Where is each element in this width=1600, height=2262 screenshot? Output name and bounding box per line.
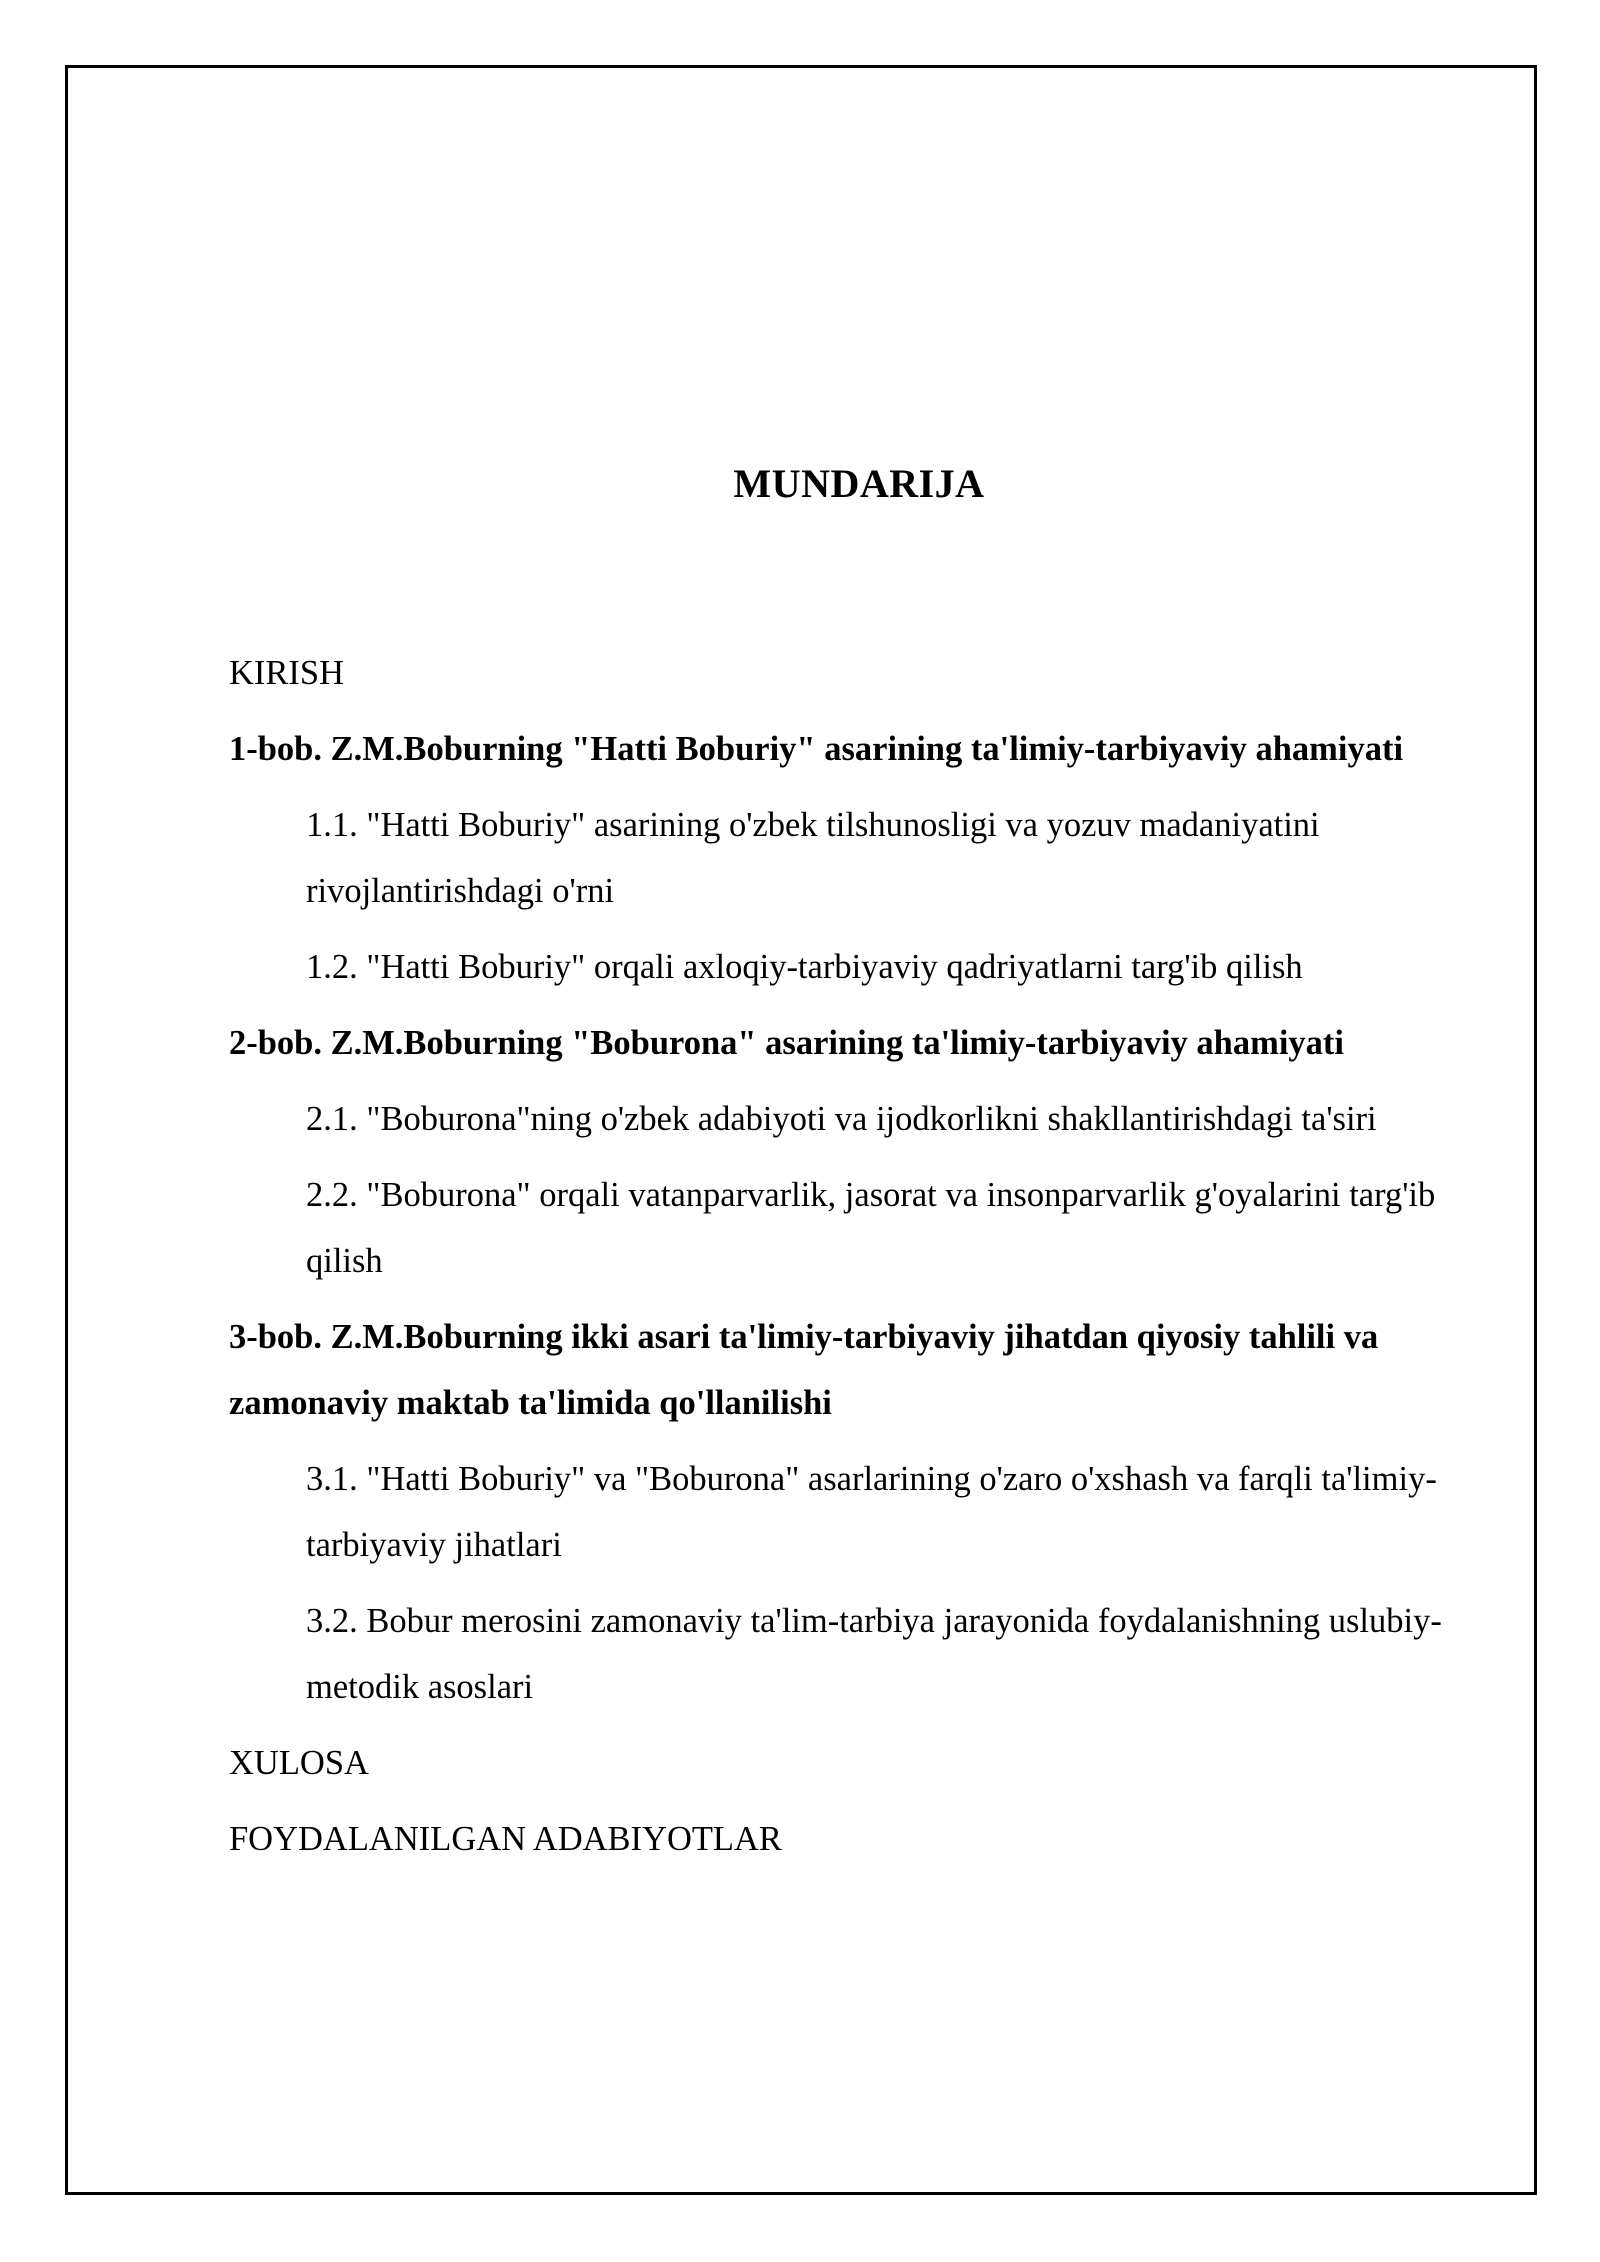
toc-chapter-3: 3-bob. Z.M.Boburning ikki asari ta'limiy-tarbiyaviy jihatdan qiyosiy tahlili va zamonaviy maktab ta'limida qo'llanilishi [229, 1318, 1379, 1422]
page-title: MUNDARIJA [733, 461, 985, 506]
toc-section-1-2: 1.2. "Hatti Boburiy" orqali axloqiy-tarbiyaviy qadriyatlarni targ'ib qilish [306, 948, 1303, 986]
toc-section-2-2: 2.2. "Boburona" orqali vatanparvarlik, jasorat va insonparvarlik g'oyalarini targ'ib qilish [306, 1176, 1436, 1280]
toc-item-introduction: KIRISH [229, 654, 345, 692]
toc-section-3-1: 3.1. "Hatti Boburiy" va "Boburona" asarlarining o'zaro o'xshash va farqli ta'limiy-tarbiyaviy jihatlari [306, 1460, 1437, 1564]
toc-section-1-1: 1.1. "Hatti Boburiy" asarining o'zbek tilshunosligi va yozuv madaniyatini rivojlantirishdagi o'rni [306, 806, 1320, 910]
toc-section-2-1: 2.1. "Boburona"ning o'zbek adabiyoti va ijodkorlikni shakllantirishdagi ta'siri [306, 1100, 1377, 1138]
toc-chapter-1: 1-bob. Z.M.Boburning "Hatti Boburiy" asarining ta'limiy-tarbiyaviy ahamiyati [229, 730, 1404, 768]
toc-chapter-2: 2-bob. Z.M.Boburning "Boburona" asarining ta'limiy-tarbiyaviy ahamiyati [229, 1024, 1345, 1062]
toc-item-references: FOYDALANILGAN ADABIYOTLAR [229, 1820, 782, 1858]
toc-section-3-2: 3.2. Bobur merosini zamonaviy ta'lim-tarbiya jarayonida foydalanishning uslubiy-metodik asoslari [306, 1602, 1442, 1706]
table-of-contents [229, 640, 1499, 1882]
toc-item-conclusion: XULOSA [229, 1744, 369, 1782]
